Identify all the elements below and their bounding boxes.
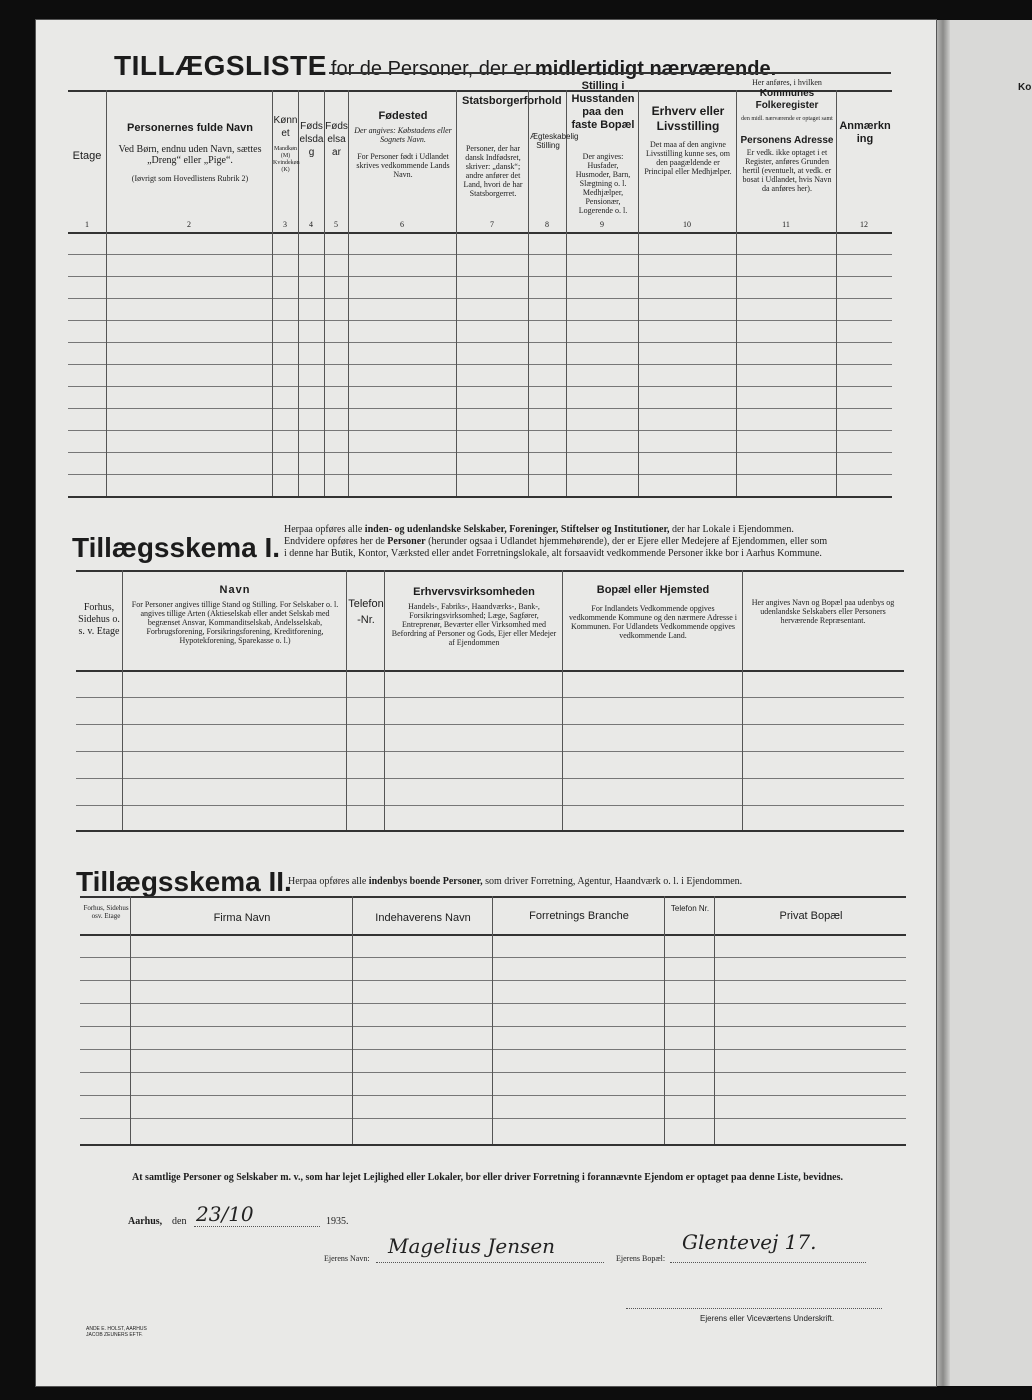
- col-number: 8: [545, 220, 549, 229]
- table-row-line: [80, 1095, 906, 1096]
- adjacent-page-text: Ko: [1018, 82, 1032, 93]
- skema2-col-etage: Forhus, Sidehus osv. Etage: [83, 904, 129, 920]
- skema1-col-erhverv-note: Handels-, Fabriks-, Haandværks-, Bank-, Forsikringsvirksomhed; Læge, Sagfører, Entreprenør, Beværter eller Virksomhed med Befordring af Personer og Gods, Ejer eller Medejer af Ejendommen: [391, 602, 557, 647]
- skema1-title: Tillægsskema I.: [72, 532, 281, 563]
- col-address-pre3: den midl. nærværende er optaget samt: [741, 116, 833, 122]
- year-label: 1935.: [326, 1216, 349, 1227]
- table-row-line: [68, 342, 892, 343]
- col-citizenship-header: Statsborgerforhold: [462, 95, 562, 107]
- skema1-description: Herpaa opføres alle inden- og udenlandske Selskaber, Foreninger, Stiftelser og Institutioner, der har Lokale i Ejendommen. Endvidere opføres her de Personer (herunder ogsaa i Udlandet hjemmehørende), der er Ejere eller Medejere af Ejendommen, eller som i denne har Butik, Kontor, Værksted eller andet Forretningslokale, alt forsaavidt vedkommende Personer ikke bor i Aarhus Kommune.: [284, 524, 828, 559]
- skema1-col-bopael-note: For Indlandets Vedkommende opgives vedkommende Kommune og den nærmere Adresse i Kommunen. For Udlandets Vedkommende opgives vedkommende Land.: [569, 604, 737, 640]
- skema2-col-firma: Firma Navn: [213, 912, 271, 924]
- col-birthplace-note2: For Personer født i Udlandet skrives vedkommende Lands Navn.: [356, 152, 450, 179]
- title-for: for de Personer, der er: [330, 58, 531, 80]
- col-household-note: Der angives: Husfader, Husmoder, Barn, Slægtning o. l. Medhjælper, Pensionær, Logerende o. l.: [575, 152, 631, 215]
- col-address-note: Er vedk. ikke optaget i et Register, anføres Grunden hertil (eventuelt, at vedk. er bosat i Udlandet, hvis Navn da anføres her).: [742, 148, 832, 193]
- table-row-line: [68, 452, 892, 453]
- skema2-col-telefon: Telefon Nr.: [670, 904, 710, 913]
- col-name-note2: (Iøvrigt som Hovedlistens Rubrik 2): [131, 174, 249, 183]
- table-row-line: [68, 386, 892, 387]
- col-number: 3: [283, 220, 287, 229]
- owner-address-label: Ejerens Bopæl:: [616, 1254, 666, 1263]
- table-row-line: [68, 408, 892, 409]
- place-label: Aarhus,: [128, 1216, 163, 1227]
- table-row-line: [80, 980, 906, 981]
- skema1-col-navn: Navn: [219, 584, 251, 596]
- skema2-col-branche: Forretnings Branche: [529, 910, 629, 922]
- col-household-header: Stilling i Husstanden paa den faste Bopæl: [571, 80, 635, 131]
- signature-label: Ejerens eller Viceværtens Underskrift.: [700, 1314, 835, 1323]
- col-occupation-header: Erhverv eller Livsstilling: [651, 104, 725, 133]
- col-name-note: Ved Børn, endnu uden Navn, sættes „Dreng“ eller „Pige“.: [118, 144, 262, 166]
- form-page: [36, 20, 936, 1386]
- owner-name-label: Ejerens Navn:: [324, 1254, 370, 1263]
- col-birthyear-header: Fødselsaar: [325, 121, 348, 158]
- skema2-description: Herpaa opføres alle indenbys boende Personer, som driver Forretning, Agentur, Haandværk o. l. i Ejendommen.: [288, 876, 743, 887]
- table-row-line: [80, 1072, 906, 1073]
- col-address-header: Personens Adresse: [740, 135, 834, 146]
- col-number: 10: [683, 220, 691, 229]
- skema2-col-indehaver: Indehaverens Navn: [375, 912, 471, 924]
- table-row-line: [68, 254, 892, 255]
- table-row-line: [80, 1118, 906, 1119]
- col-occupation-note: Det maa af den angivne Livsstilling kunne ses, om den paagældende er Principal eller Medhjælper.: [644, 140, 732, 176]
- table-row-line: [68, 276, 892, 277]
- skema1-col-erhverv: Erhvervsvirksomheden: [413, 586, 535, 598]
- table-row-line: [68, 320, 892, 321]
- table-row-line: [68, 430, 892, 431]
- table-row-line: [80, 1049, 906, 1050]
- col-birthday-header: Fødselsdag: [299, 121, 324, 158]
- col-number: 4: [309, 220, 313, 229]
- den-label: den: [172, 1216, 187, 1227]
- col-gender-header: Kønnet: [273, 115, 298, 139]
- table-row-line: [68, 474, 892, 475]
- col-birthplace-note: Der angives: Købstadens eller Sognets Navn.: [354, 126, 452, 144]
- col-marital-header: Ægteskabelig Stilling: [530, 132, 579, 150]
- skema1-col-telefon: Telefon-Nr.: [348, 598, 384, 626]
- owner-name-handwritten: Magelius Jensen: [388, 1234, 556, 1258]
- skema1-col-repr: Her angives Navn og Bopæl paa udenbys og udenlandske Selskabers eller Personers herværende Repræsentant.: [751, 598, 895, 625]
- table-row-line: [80, 957, 906, 958]
- skema2-col-bopael: Privat Bopæl: [779, 910, 843, 922]
- col-remarks-header: Anmærkning: [839, 120, 891, 145]
- col-gender-note: Mandkøn (M) Kvindekøn (K): [273, 146, 300, 173]
- binding-fold: [936, 20, 950, 1386]
- table-row-line: [68, 298, 892, 299]
- skema1-col-navn-note: For Personer angives tillige Stand og Stilling. For Selskaber o. l. angives tillige Arten (Aktieselskab eller andet Selskab med begrænset Ansvar, Kommanditselskab, Andelsselskab, Forbrugsforening, Forsikringsforening, Kreditforening, Hypotekforening, Sparekasse o. l.): [131, 600, 339, 645]
- col-etage-header: Etage: [72, 150, 102, 162]
- col-citizenship-note: Personer, der har dansk Indfødsret, skriver: „dansk“; andre anfører det Land, hvori de har Statsborgerret.: [463, 144, 523, 198]
- title-emphasis: midlertidigt nærværende.: [535, 58, 777, 80]
- adjacent-page: [950, 20, 1032, 1386]
- table-row-line: [76, 778, 904, 779]
- date-handwritten: 23/10: [196, 1202, 254, 1226]
- table-row-line: [68, 364, 892, 365]
- col-address-pre: Her anføres, i hvilken: [752, 78, 822, 87]
- table-row-line: [80, 1003, 906, 1004]
- printer-mark: ANDE E. HOLST, AARHUS JACOB ZEUNERS EFTF.: [86, 1326, 147, 1338]
- col-number: 9: [600, 220, 604, 229]
- skema2-title: Tillægsskema II.: [76, 866, 292, 897]
- table-row-line: [76, 805, 904, 806]
- title-main: TILLÆGSLISTE: [114, 50, 327, 81]
- skema1-col-etage: Forhus, Sidehus o. s. v. Etage: [78, 602, 120, 637]
- table-row-line: [76, 751, 904, 752]
- col-birthplace-header: Fødested: [378, 110, 428, 122]
- table-row-line: [76, 697, 904, 698]
- table-row-line: [76, 724, 904, 725]
- col-number: 12: [860, 220, 868, 229]
- col-number: 1: [85, 220, 89, 229]
- page-title: [114, 50, 776, 82]
- col-number: 5: [334, 220, 338, 229]
- col-number: 7: [490, 220, 494, 229]
- col-number: 11: [782, 220, 790, 229]
- col-number: 2: [187, 220, 191, 229]
- col-name-header: Personernes fulde Navn: [127, 122, 253, 134]
- table-row-line: [80, 1026, 906, 1027]
- col-number: 6: [400, 220, 404, 229]
- col-address-registry: Kommunes Folkeregister: [755, 88, 819, 111]
- declaration-text: At samtlige Personer og Selskaber m. v., som har lejet Lejlighed eller Lokaler, bor eller driver Forretning i forannævnte Ejendom er optaget paa denne Liste, bevidnes.: [132, 1172, 843, 1183]
- skema1-col-bopael: Bopæl eller Hjemsted: [596, 584, 710, 596]
- owner-address-handwritten: Glentevej 17.: [682, 1230, 817, 1254]
